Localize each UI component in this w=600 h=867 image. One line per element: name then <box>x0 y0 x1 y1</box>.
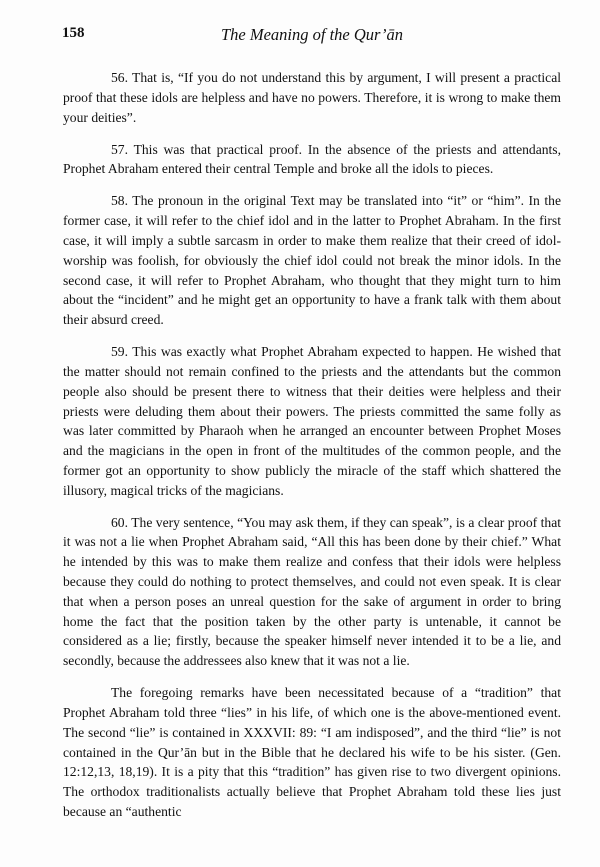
note-text: This was that practical proof. In the absence of the priests and attendants, Prophet Abraham entered their central Temple and broke all the idols to pieces. <box>63 141 561 177</box>
note-57 <box>63 140 561 180</box>
note-number: 56. <box>111 70 128 85</box>
note-number: 57. <box>111 141 128 157</box>
continuation-paragraph <box>63 683 561 822</box>
note-number: 58. <box>111 193 128 209</box>
note-text: This was exactly what Prophet Abraham expected to happen. He wished that the matter should not remain confined to the priests and the attendants but the common people also should be present there to witness that their deities were helpless and their priests were deluding them about their powers. The priests committed the same folly as was later committed by Pharaoh when he arranged an encounter between Prophet Moses and the magicians in the open in front of the multitudes of the common people, and the former got an opportunity to show publicly the miracle of the staff which shattered the illusory, magical tricks of the magicians. <box>63 344 561 498</box>
paragraph-text: The foregoing remarks have been necessitated because of a “tradition” that Prophet Abraham told three “lies” in his life, of which one is the above-mentioned event. The second “lie” is contained in XXXVII: 89: “I am indisposed”, and the third “lie” is not contained in the Qur’ān but in the Bible that he declared his wife to be his sister. (Gen. 12:12,13, 18,19). It is a pity that this “tradition” has given rise to two divergent opinions. The orthodox traditionalists actually believe that Prophet Abraham told these lies just because an “authentic <box>63 685 561 820</box>
note-text: The pronoun in the original Text may be translated into “it” or “him”. In the former case, it will refer to the chief idol and in the latter to Prophet Abraham. In the first case, it will imply a subtle sarcasm in order to make them realize that their creed of idol-worship was foolish, for obviously the chief idol could not break the minor idols. In the second case, it will refer to Prophet Abraham, who thought that they might turn to him about the “incident” and he might get an opportunity to have a frank talk with them about their absurd creed. <box>63 193 561 328</box>
note-text: That is, “If you do not understand this by argument, I will present a practical proof that these idols are helpless and have no powers. Therefore, it is wrong to make them your deities”. <box>63 70 562 125</box>
body-text <box>63 68 561 834</box>
note-56 <box>63 68 561 127</box>
note-text: The very sentence, “You may ask them, if they can speak”, is a clear proof that it was not a lie when Prophet Abraham said, “All this has been done by their chief.” What he intended by this was to make them realize and confess that their idols were helpless because they could do nothing to protect themselves, and could not even speak. It is clear that when a person poses an unreal question for the sake of argument in order to bring home the fact that the position taken by the other party is untenable, it cannot be considered as a lie; firstly, because the speaker himself never intended it to be a lie, and secondly, because the addressees also knew that it was not a lie. <box>63 514 562 669</box>
note-number: 60. <box>111 514 128 530</box>
note-58 <box>63 191 561 330</box>
running-head <box>62 25 562 47</box>
note-59 <box>63 342 561 500</box>
note-number: 59. <box>111 344 128 360</box>
book-title: The Meaning of the Qur’ān <box>220 25 404 44</box>
note-60 <box>63 513 561 671</box>
page-number: 158 <box>62 25 85 41</box>
